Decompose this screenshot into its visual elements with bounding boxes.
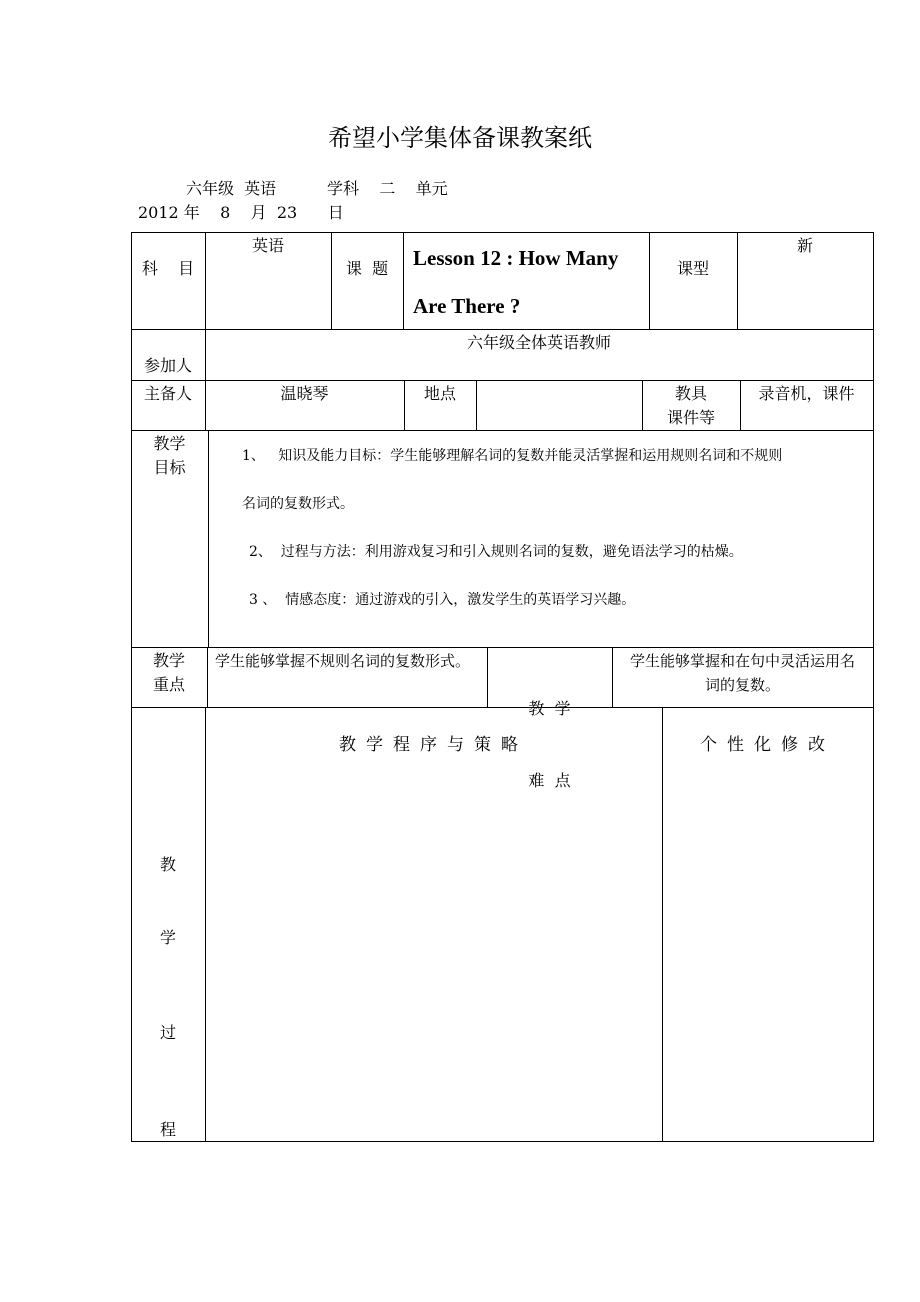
participants-value: 六年级全体英语教师 [466, 333, 611, 352]
table-line [476, 380, 477, 430]
focus-label [131, 649, 207, 697]
difficulty-value-line1: 学生能够掌握和在句中灵活运用名 [629, 652, 855, 670]
table-line [205, 707, 206, 1141]
topic-value-line1: Lesson 12 : How Many [413, 246, 619, 270]
process-char: 教 [159, 855, 176, 874]
table-line [131, 430, 874, 431]
participants-label: 参加人 [143, 356, 192, 375]
goals-label [131, 432, 208, 480]
goals-label-line2: 目标 [153, 458, 186, 477]
teaching-tools-value: 录音机，课件 [758, 384, 855, 403]
process-char: 学 [159, 928, 176, 947]
goal-item: 名词的复数形式。 [242, 496, 354, 512]
location-label: 地点 [423, 384, 456, 403]
focus-value: 学生能够掌握不规则名词的复数形式。 [215, 652, 471, 670]
difficulty-value-line2: 词的复数。 [704, 676, 780, 694]
process-char: 程 [159, 1120, 176, 1139]
process-char: 过 [159, 1023, 176, 1042]
table-line [873, 232, 874, 1142]
goal-item: 1、 知识及能力目标：学生能够理解名词的复数并能灵活掌握和运用规则名词和不规则 [242, 448, 783, 464]
procedure-header: 教学程序与策略 [339, 735, 528, 755]
topic-label: 课 题 [345, 259, 389, 278]
preparer-value: 温晓琴 [280, 384, 329, 403]
goals-label-line1: 教学 [153, 434, 186, 453]
topic-value [413, 234, 649, 330]
teaching-tools-label [642, 382, 740, 430]
goal-item: 2、 过程与方法：利用游戏复习和引入规则名词的复数，避免语法学习的枯燥。 [249, 544, 743, 560]
revision-header: 个性化修改 [700, 735, 835, 755]
lesson-type-label: 课型 [676, 259, 709, 278]
goal-item: 3 、 情感态度：通过游戏的引入，激发学生的英语学习兴趣。 [249, 592, 636, 608]
focus-label-line1: 教学 [152, 651, 185, 670]
table-line [131, 380, 874, 381]
subject-label: 科 目 [141, 259, 195, 278]
table-line [131, 647, 874, 648]
difficulty-label-line1: 教 学 [528, 699, 571, 718]
difficulty-label-line2: 难 点 [528, 771, 571, 790]
table-line [662, 707, 663, 1141]
table-line [207, 647, 208, 707]
grade-subject-unit: 六年级 英语 学科 二 单元 [186, 179, 448, 198]
page-title: 希望小学集体备课教案纸 [328, 124, 592, 152]
table-line [131, 232, 874, 233]
tools-label-line1: 教具 [674, 384, 707, 403]
difficulty-value [612, 649, 873, 697]
focus-label-line2: 重点 [152, 675, 185, 694]
lesson-type-value: 新 [796, 236, 813, 255]
date-line: 2012 年 8 月 23 日 [138, 203, 344, 222]
table-line [208, 430, 209, 647]
tools-label-line2: 课件等 [666, 408, 715, 427]
topic-value-line2: Are There ? [413, 294, 521, 318]
table-line [131, 1141, 874, 1142]
subject-value: 英语 [251, 236, 284, 255]
table-line [403, 232, 404, 329]
preparer-label: 主备人 [143, 384, 192, 403]
